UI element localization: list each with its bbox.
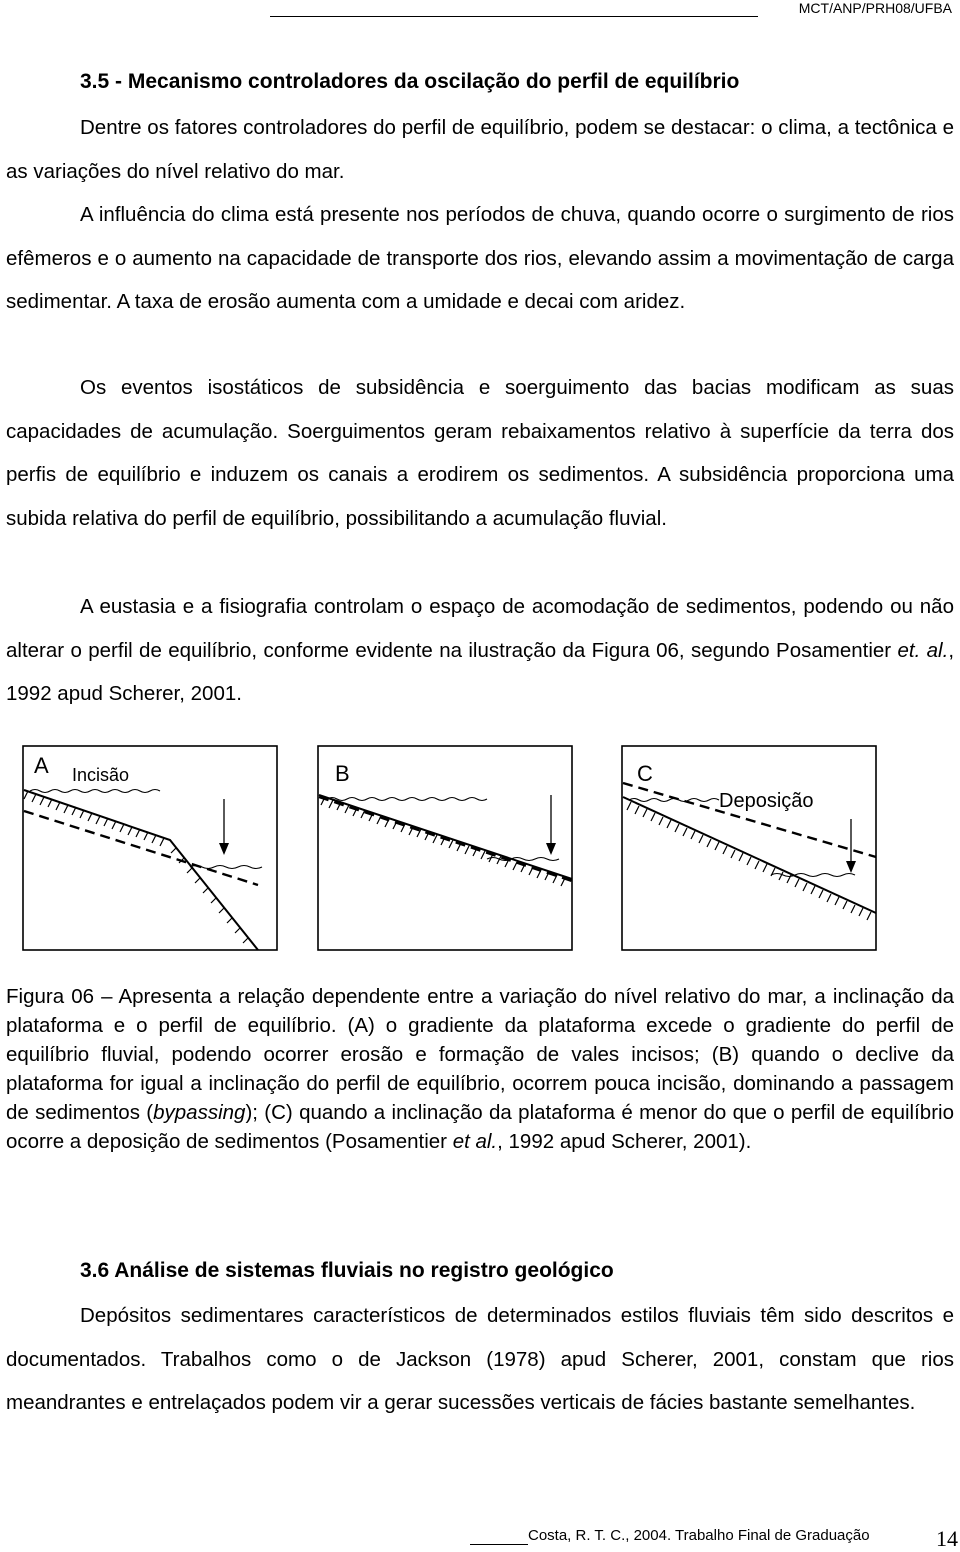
panel-c-profile-line	[623, 797, 876, 913]
panel-c-initial-sea-level	[629, 799, 719, 802]
section-3-5-paragraph-3: Os eventos isostáticos de subsidência e soerguimento das bacias modificam as suas capacidades de acumulação. Soerguimentos geram rebaixamentos relativo à superfície da terra dos perfis de equilíbrio e induzem os canais a erodirem os sedimentos. A subsidência proporciona uma subida relativa do perfil de equilíbrio, possibilitando a acumulação fluvial.	[6, 376, 954, 531]
section-3-5-paragraph-4: A eustasia e a fisiografia controlam o espaço de acomodação de sedimentos, podendo ou não alterar o perfil de equilíbrio, conforme evidente na ilustração da Figura 06, segundo Posamentier et. al., 1992 apud Scherer, 2001.	[6, 595, 955, 706]
panel-a-label: Incisão	[72, 765, 130, 785]
section-3-6-paragraph-1: Depósitos sedimentares característicos de determinados estilos fluviais têm sido descritos e documentados. Trabalhos como o de Jackson (1978) apud Scherer, 2001, constam que rios meandrantes e entrelaçados podem vir a gerar sucessões verticais de fácies bastante semelhantes.	[6, 1304, 954, 1415]
panel-c-letter: C	[637, 761, 653, 786]
panel-c-arrow-head	[846, 861, 856, 873]
panel-b-arrow-head	[546, 843, 556, 855]
panel-c-label: Deposição	[719, 790, 814, 812]
panel-b-profile-line	[319, 795, 572, 879]
header-rule	[270, 16, 758, 17]
figure-panel-a	[22, 745, 278, 951]
panel-a-letter: A	[34, 753, 49, 778]
section-3-5-title: 3.5 - Mecanismo controladores da oscilação do perfil de equilíbrio	[80, 70, 740, 93]
footer-rule	[470, 1544, 528, 1545]
panel-a-profile-line	[24, 790, 258, 950]
section-3-5-paragraph-1: Dentre os fatores controladores do perfil de equilíbrio, podem se destacar: o clima, a tectônica e as variações do nível relativo do mar.	[6, 116, 954, 183]
panel-a-arrow-head	[219, 843, 229, 855]
figure-panel-b	[317, 745, 573, 951]
panel-c-lowered-sea-level	[771, 874, 855, 877]
section-3-6-title: 3.6 Análise de sistemas fluviais no registro geológico	[80, 1259, 614, 1282]
footer-citation: Costa, R. T. C., 2004. Trabalho Final de Graduação	[528, 1527, 870, 1544]
panel-a-diagram	[22, 745, 278, 951]
panel-b-diagram	[317, 745, 573, 951]
header-label: MCT/ANP/PRH08/UFBA	[798, 0, 952, 16]
page-number: 14	[936, 1526, 958, 1551]
panel-b-initial-sea-level	[327, 798, 487, 801]
panel-b-lowered-sea-level	[487, 858, 559, 861]
panel-b-letter: B	[335, 761, 350, 786]
section-3-5-paragraph-2: A influência do clima está presente nos períodos de chuva, quando ocorre o surgimento de rios efêmeros e o aumento na capacidade de transporte dos rios, elevando assim a movimentação de carga sedimentar. A taxa de erosão aumenta com a umidade e decai com aridez.	[6, 203, 954, 314]
panel-c-diagram	[621, 745, 877, 951]
figure-06-caption: Figura 06 – Apresenta a relação dependente entre a variação do nível relativo do mar, a inclinação da plataforma e o perfil de equilíbrio. (A) o gradiente da plataforma excede o gradiente do perfil de equilíbrio fluvial, podendo ocorrer erosão e formação de vales incisos; (B) quando o declive da plataforma for igual a inclinação do perfil de equilíbrio, ocorrem pouca incisão, dominando a passagem de sedimentos (bypassing); (C) quando a inclinação da plataforma é menor do que o perfil de equilíbrio ocorre a deposição de sedimentos (Posamentier et al., 1992 apud Scherer, 2001).	[6, 985, 954, 1154]
panel-b-equilibrium-profile	[319, 797, 572, 881]
panel-a-initial-sea-level	[30, 790, 160, 793]
figure-panel-c	[621, 745, 877, 951]
